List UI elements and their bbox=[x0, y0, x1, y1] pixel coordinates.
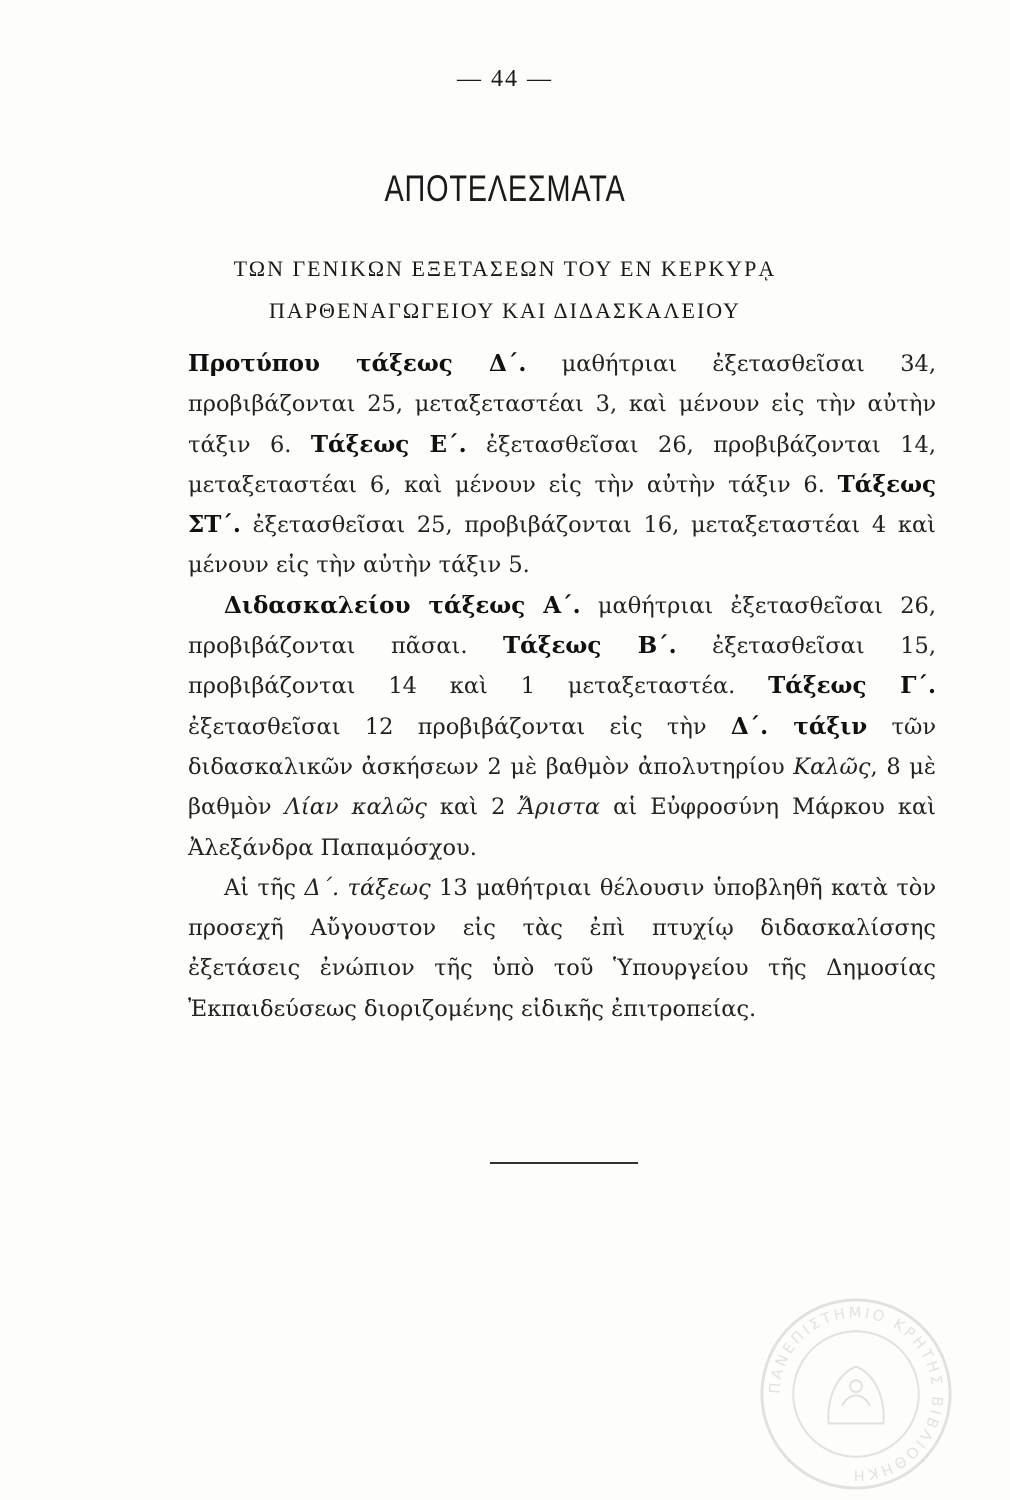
paragraph-exams-note bbox=[188, 868, 936, 1029]
run-text: καὶ 2 bbox=[426, 794, 519, 821]
run-heading: Τάξεως Ε΄. bbox=[310, 430, 467, 458]
run-text: τῶν διδασκαλικῶν ἀσκήσεων 2 μὲ βαθμὸν ἀπολυτηρίου bbox=[188, 713, 937, 780]
end-rule bbox=[490, 1162, 638, 1164]
run-text: αἱ Εὐφροσύνη Μάρκου καὶ Ἀλεξάνδρα Παπαμόσχου. bbox=[188, 794, 937, 861]
run-italic: Λίαν καλῶς bbox=[284, 794, 427, 821]
run-text: , 8 μὲ βαθμὸν bbox=[188, 753, 937, 821]
seal-text: ΠΑΝΕΠΙΣΤΗΜΙΟ ΚΡΗΤΗΣ ΒΙΒΛΙΟΘΗΚΗ bbox=[766, 1304, 946, 1484]
run-text: μαθήτριαι ἐξετασθεῖσαι 34, προβιβάζονται 25, μεταξεταστέαι 3, καὶ μένουν εἰς τὴν αὐτὴν τάξιν 6. bbox=[188, 351, 936, 458]
run-text: Αἱ τῆς bbox=[224, 874, 305, 901]
run-heading: Δ΄. τάξιν bbox=[730, 712, 868, 740]
seal-icon bbox=[758, 1296, 954, 1492]
subtitle-line-2: ΠΑΡΘΕΝΑΓΩΓΕΙΟΥ ΚΑΙ ΔΙΔΑΣΚΑΛΕΙΟΥ bbox=[269, 298, 741, 323]
subtitle-line-1: ΤΩΝ ΓΕΝΙΚΩΝ ΕΞΕΤΑΣΕΩΝ ΤΟΥ ΕΝ ΚΕΡΚΥΡᾼ bbox=[233, 256, 777, 281]
page-number: — 44 — bbox=[457, 66, 553, 92]
run-heading: Τάξεως Γ΄. bbox=[768, 672, 936, 700]
run-heading: Διδασκαλείου τάξεως Α΄. bbox=[224, 591, 581, 619]
run-text: ἐξετασθεῖσαι 15, προβιβάζονται 14 καὶ 1 μεταξεταστέα. bbox=[188, 633, 936, 700]
run-heading: Τάξεως ΣΤ΄. bbox=[188, 470, 936, 539]
page-title: ΑΠΟΤΕΛΕΣΜΑΤΑ bbox=[384, 168, 626, 209]
document-body bbox=[188, 344, 936, 1029]
paragraph-didaskaleiou bbox=[188, 586, 936, 868]
library-seal-watermark bbox=[758, 1296, 954, 1492]
run-text: ἐξετασθεῖσαι 26, προβιβάζονται 14, μεταξεταστέαι 6, καὶ μένουν εἰς τὴν αὐτὴν τάξιν 6. bbox=[188, 431, 936, 498]
run-heading: Τάξεως Β΄. bbox=[503, 632, 677, 660]
run-text: μαθήτριαι ἐξετασθεῖσαι 26, προβιβάζονται πᾶσαι. bbox=[188, 592, 936, 660]
run-italic: Δ΄. τάξεως bbox=[304, 874, 431, 901]
run-text: ἐξετασθεῖσαι 25, προβιβάζονται 16, μεταξεταστέαι 4 καὶ μένουν εἰς τὴν αὐτὴν τάξιν 5. bbox=[188, 512, 936, 579]
run-text: ἐξετασθεῖσαι 12 προβιβάζονται εἰς τὴν bbox=[188, 713, 731, 740]
paragraph-protypou bbox=[188, 344, 936, 586]
run-italic: Καλῶς bbox=[793, 753, 871, 780]
run-italic: Ἄριστα bbox=[518, 794, 601, 821]
run-text: 13 μαθήτριαι θέλουσιν ὑποβληθῆ κατὰ τὸν προσεχῆ Αὔγουστον εἰς τὰς ἐπὶ πτυχίῳ διδασκαλίσσης ἐξετάσεις ἐνώπιον τῆς ὑπὸ τοῦ Ὑπουργείου τῆς Δημοσίας Ἐκπαιδεύσεως διοριζομένης εἰδικῆς ἐπιτροπείας. bbox=[188, 874, 936, 1022]
run-heading: Προτύπου τάξεως Δ΄. bbox=[188, 350, 527, 377]
